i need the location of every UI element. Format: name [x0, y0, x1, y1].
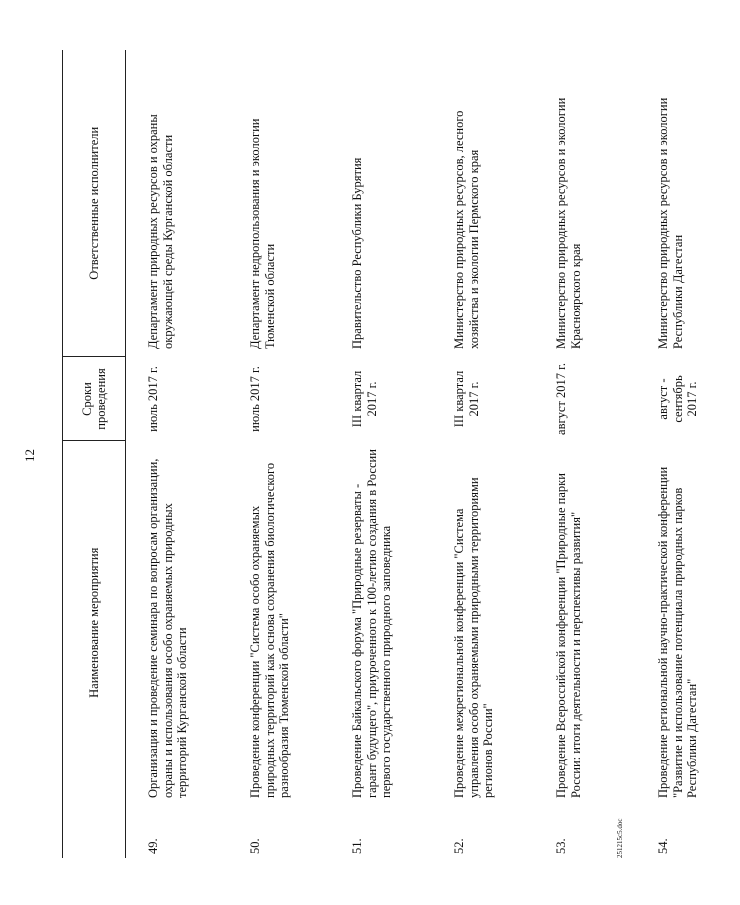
event-title: Организация и проведение семинара по вопросам организации, охраны и использования особо охраняемых природных территорий Курганской области [146, 458, 189, 798]
table-body [126, 50, 740, 858]
event-dates: III квартал 2017 г. [452, 370, 481, 428]
document-id: 251215c5.doc [616, 818, 624, 858]
header-dates: Сроки проведения [63, 357, 126, 441]
event-title: Проведение конференции "Система особо охраняемых природных территорий как основа сохранения биологического разнообразия Тюменской области" [248, 462, 291, 798]
table-header [63, 50, 126, 858]
row-number: 50. [248, 838, 262, 854]
event-dates: июль 2017 г. [146, 366, 160, 432]
event-title: Проведение региональной научно-практической конференции "Развитие и использование потенциала природных парков Республики Дагестан" [656, 466, 699, 798]
header-title: Наименование мероприятия [63, 441, 126, 804]
table-row [638, 50, 740, 858]
row-number: 54. [656, 838, 670, 854]
event-executors: Министерство природных ресурсов и экологии Красноярского края [554, 97, 583, 349]
header-executors: Ответственные исполнители [63, 50, 126, 357]
event-title: Проведение Байкальского форума "Природные резерваты - гарант будущего", приуроченного к 100-летию создания в России первого государственного природного заповедника [350, 449, 393, 798]
table-row [434, 50, 536, 858]
row-number: 51. [350, 838, 364, 854]
header-number [63, 804, 126, 858]
event-title: Проведение межрегиональной конференции "Система управления особо охраняемыми природными территориями регионов России" [452, 477, 495, 798]
event-executors: Министерство природных ресурсов, лесного хозяйства и экологии Пермского края [452, 110, 481, 349]
event-executors: Департамент природных ресурсов и охраны окружающей среды Курганской области [146, 114, 175, 349]
event-dates: август - сентябрь 2017 г. [656, 375, 699, 423]
event-executors: Министерство природных ресурсов и экологии Республики Дагестан [656, 97, 685, 349]
event-dates: июль 2017 г. [248, 366, 262, 432]
table-row [126, 50, 231, 858]
event-executors: Правительство Республики Бурятия [350, 157, 364, 349]
event-title: Проведение Всероссийской конференции "Природные парки России: итоги деятельности и перспективы развития" [554, 473, 583, 798]
event-executors: Департамент недропользования и экологии Тюменской области [248, 118, 277, 349]
table-row [536, 50, 638, 858]
events-table [62, 50, 740, 858]
event-dates: август 2017 г. [554, 363, 568, 435]
row-number: 53. [554, 838, 568, 854]
row-number: 52. [452, 838, 466, 854]
page-number: 12 [22, 449, 37, 462]
header-row [63, 50, 126, 858]
table-row [332, 50, 434, 858]
row-number: 49. [146, 838, 160, 854]
table-row [230, 50, 332, 858]
event-dates: III квартал 2017 г. [350, 370, 379, 428]
